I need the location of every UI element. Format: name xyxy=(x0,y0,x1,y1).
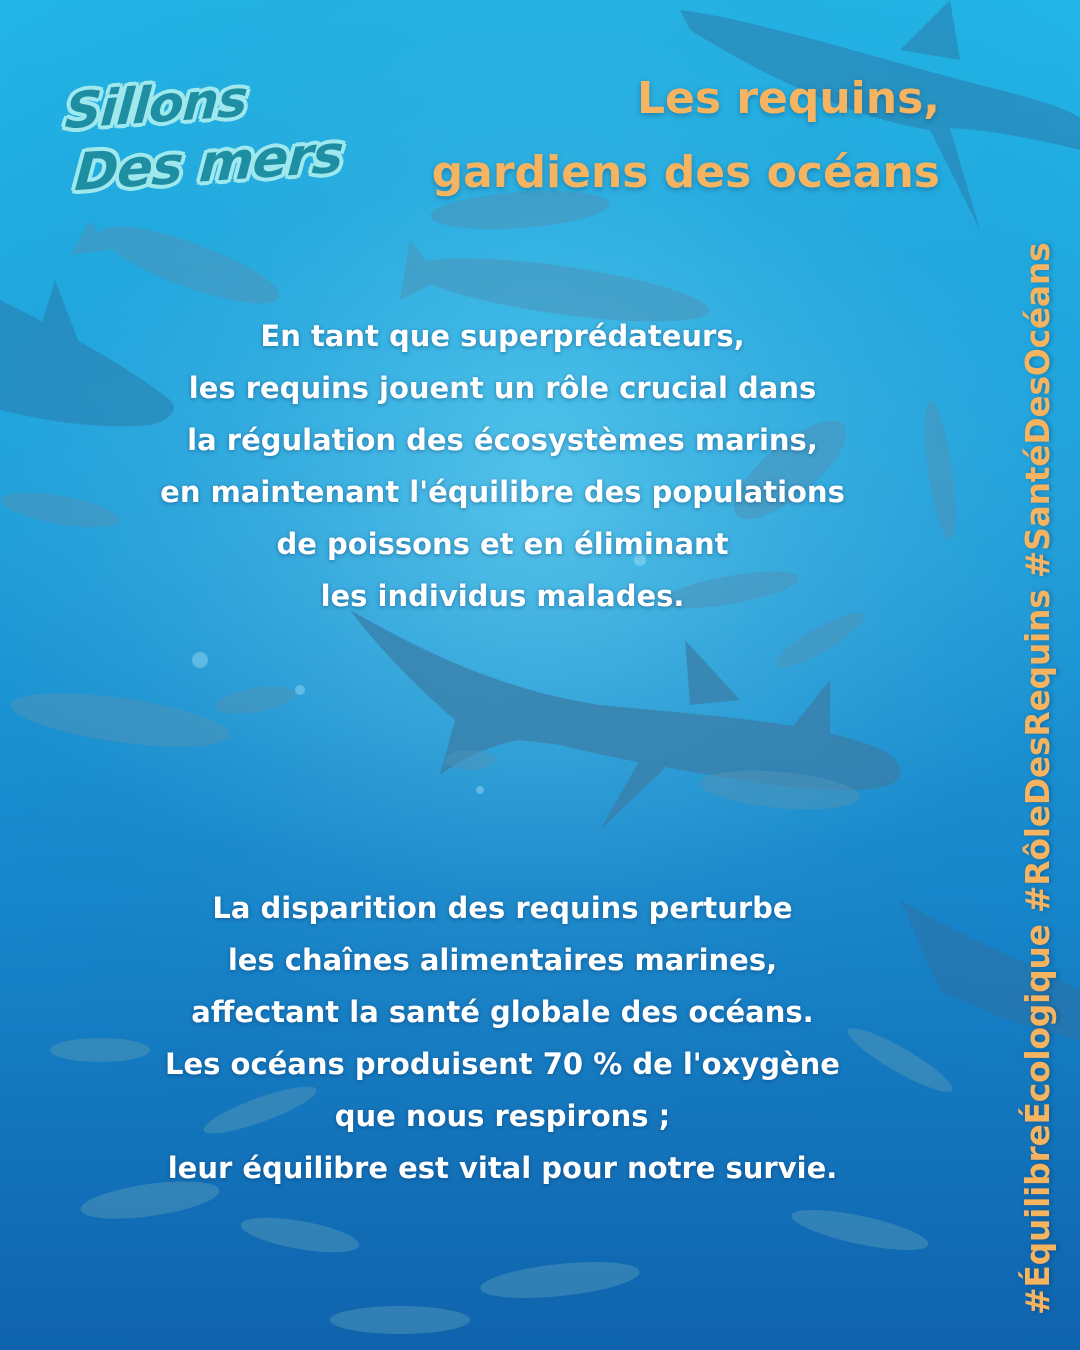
title-line-2: gardiens des océans xyxy=(431,147,940,198)
paragraph-superpredators xyxy=(100,310,905,622)
title-line-1: Les requins, xyxy=(636,73,940,124)
paragraph-2-line: que nous respirons ; xyxy=(334,1099,671,1133)
paragraph-1-line: les individus malades. xyxy=(320,579,685,613)
hashtags-vertical: #ÉquilibreÉcologique #RôleDesRequins #SantéDesOcéans xyxy=(1018,242,1057,1315)
paragraph-disappearance xyxy=(100,882,905,1194)
paragraph-2-line: Les océans produisent 70 % de l'oxygène xyxy=(165,1047,840,1081)
paragraph-2-line: affectant la santé globale des océans. xyxy=(191,995,814,1029)
brand-logo xyxy=(62,70,362,210)
paragraph-1-line: en maintenant l'équilibre des populations xyxy=(160,475,845,509)
paragraph-1-line: de poissons et en éliminant xyxy=(276,527,729,561)
logo-text-line-1: Sillons xyxy=(63,69,249,141)
paragraph-2-line: leur équilibre est vital pour notre survie. xyxy=(167,1151,838,1185)
paragraph-1-line: la régulation des écosystèmes marins, xyxy=(187,423,818,457)
paragraph-2-line: La disparition des requins perturbe xyxy=(212,891,793,925)
logo-text-line-2: Des mers xyxy=(72,124,345,204)
paragraph-1-line: En tant que superprédateurs, xyxy=(260,319,745,353)
page-title xyxy=(432,62,940,210)
paragraph-2-line: les chaînes alimentaires marines, xyxy=(227,943,778,977)
paragraph-1-line: les requins jouent un rôle crucial dans xyxy=(188,371,817,405)
